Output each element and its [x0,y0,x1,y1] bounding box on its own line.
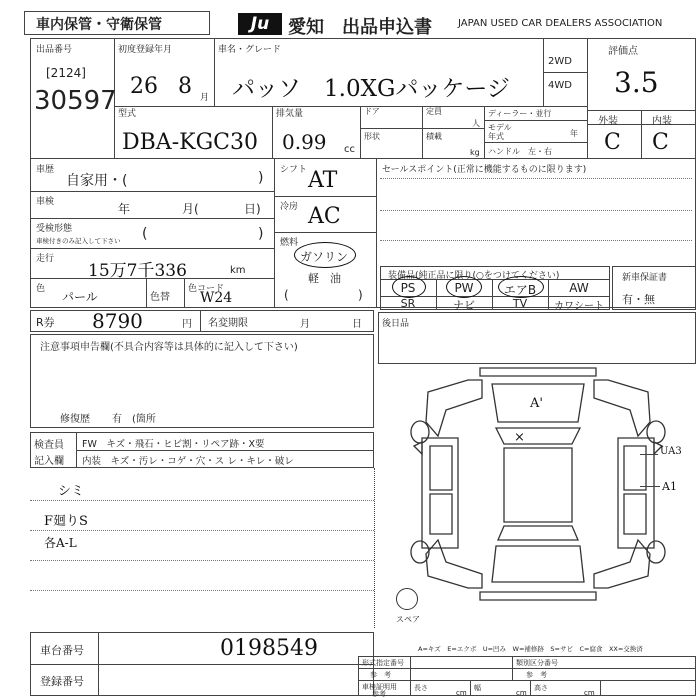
divider [358,680,696,681]
divider [484,106,485,158]
inspector-label-2: 記入欄 [34,456,64,467]
load-unit: kg [470,148,480,157]
rear-right-wheel [647,541,665,563]
aircon-value: AC [308,204,341,229]
front-right-wheel [647,421,665,443]
recycle-label: R券 [36,316,55,329]
handle-label: ハンドル 左・右 [488,147,552,156]
ref-label: 参 考 [370,671,391,679]
equipment-ps-circle [392,276,426,298]
left-rear-door [430,494,452,534]
divider [30,664,374,665]
history-label: 車歴 [36,165,55,175]
accessories-box [378,312,696,364]
received-form-open: ( [142,226,148,242]
inspector-row-2: 内装 キズ・汚レ・コゲ・穴・ス レ・キレ・破レ [82,456,294,467]
divider [76,450,374,451]
name-change-day: 日 [352,319,362,330]
width-label: 幅 [474,684,481,692]
divider [200,310,201,332]
note-line [30,500,374,501]
rating-label: 評価点 [608,46,638,57]
mileage-unit: km [230,265,246,276]
repair-history-value: 有 (箇所 [112,414,156,425]
rear-right-quarter [594,540,650,588]
length-label: 長さ [414,684,428,692]
registration-month: 8 [178,74,192,99]
handwritten-note-2: F廻りS [44,514,88,529]
inspection-year: 年 [118,202,131,216]
name-change-month: 月 [300,319,310,330]
left-mirror [414,442,422,454]
registration-year: 26 [130,74,158,99]
right-front-door [624,446,646,490]
equipment-sr: SR [400,297,416,310]
history-value: 自家用・( [66,173,128,189]
recycle-box [30,310,374,332]
mileage-value: 15万7千336 [88,261,187,281]
divider [422,106,423,158]
exterior-score: C [604,130,621,155]
divider [484,142,587,143]
divider [410,656,411,696]
name-change-label: 名変期限 [208,318,248,329]
divider [30,158,696,159]
model-value: DBA-KGC30 [122,130,258,155]
history-close: ) [258,170,264,186]
color-swap-label: 色替 [150,292,170,303]
front-right-fender [594,380,650,436]
warranty-value: 有・無 [622,293,655,306]
divider [274,196,376,197]
spare-tire-icon [396,588,418,610]
received-form-sub: 車検付きのみ記入して下さい [36,237,121,245]
form-approval-label: 形式指定番号 [362,659,404,667]
storage-label: 車内保管・守衛保管 [36,17,162,33]
door-label: ドア [364,107,380,116]
divider [360,106,361,158]
repair-history-label: 修復歴 [60,414,90,425]
damage-mark-right-2: A1 [662,480,677,493]
ref-label-2: 参 考 [526,671,547,679]
divider [470,680,471,696]
capacity-unit: 人 [472,119,480,128]
lot-number-label: 出品番号 [36,45,73,55]
drive-2wd: 2WD [548,56,572,67]
damage-mark-hood: A' [530,396,543,411]
divider [274,158,275,308]
warranty-label: 新車保証書 [622,273,668,283]
divider [360,128,484,129]
divider [600,680,601,696]
org-name: 愛知 [288,17,324,38]
divider [543,72,587,73]
rear-left-wheel [411,541,429,563]
ref2-label: 参考 [372,690,386,698]
shift-value: AT [308,168,338,193]
recycle-unit: 円 [182,319,192,330]
accessories-label: 後日品 [382,319,410,329]
rear-left-quarter [426,540,482,588]
registration-month-unit: 月 [200,93,210,103]
lot-bracket: [2124] [46,66,86,80]
equipment-airbag: エアB [503,283,537,297]
model-year-label1: モデル [488,123,512,132]
exterior-label: 外装 [598,116,618,127]
divider [587,38,588,158]
recycle-value: 8790 [92,309,143,333]
front-left-fender [426,380,482,436]
car-name-label: 車名・グレード [218,45,282,55]
color-code-label: 色コード [188,284,225,294]
ju-logo: Ju [238,13,282,35]
divider [114,106,587,107]
chassis-label: 車台番号 [40,644,84,657]
displacement-value: 0.99 [282,130,327,154]
received-form-label: 受検形態 [36,224,73,234]
color-code-value: W24 [200,290,233,306]
rating-score: 3.5 [614,66,659,99]
displacement-unit: cc [344,144,355,155]
damage-mark-right-1: UA3 [660,446,682,457]
divider [214,38,215,106]
interior-label: 内装 [652,116,672,127]
front-bumper [480,368,596,376]
divider [358,668,696,669]
shape-label: 形状 [364,132,380,141]
year-unit: 年 [570,129,578,138]
lot-number: 30597 [34,86,117,116]
mileage-label: 走行 [36,254,55,264]
equipment-pw: PW [454,281,474,295]
note-line [30,530,374,531]
inspection-month: 月( [182,202,199,216]
divider [376,158,377,308]
divider [374,468,375,628]
equipment-aw: AW [569,281,589,295]
equipment-pw-circle [446,276,482,298]
length-unit: cm [456,689,467,697]
left-front-door [430,446,452,490]
handwritten-note-3: 各A-L [44,536,77,550]
sales-point-line [380,240,692,241]
inspection-label: 車検 [36,197,55,207]
dealer-label: ディーラー・並行 [488,109,552,118]
note-line [30,590,374,591]
divider [30,248,274,249]
inspection-day: 日) [244,202,261,216]
divider [30,191,274,192]
fuel-open: ( [284,288,289,302]
load-label: 積載 [426,132,442,141]
height-unit: cm [584,689,595,697]
model-label: 型式 [118,109,137,119]
org-english-name: JAPAN USED CAR DEALERS ASSOCIATION [458,18,663,29]
damage-leader-2 [640,486,660,487]
car-name-value: パッソ 1.0XGパッケージ [232,76,510,102]
divider [184,278,185,308]
sales-point-label: セールスポイント(正常に機能するものに限ります) [382,165,587,175]
interior-score: C [652,130,669,155]
equipment-tv: TV [512,297,528,310]
damage-mark-center: × [514,430,525,445]
aircon-label: 冷房 [280,202,299,212]
divider [484,120,587,121]
sales-point-line [380,210,692,211]
cert-label: 車検証明用 [362,683,397,691]
received-form-close: ) [258,226,264,242]
handwritten-note-1: シミ [58,484,85,499]
damage-leader-1 [640,454,658,455]
color-label: 色 [36,284,46,294]
category-label: 類別区分番号 [516,659,558,667]
model-year-label2: 年式 [488,132,504,141]
displacement-label: 排気量 [276,109,304,119]
right-rear-door [624,494,646,534]
color-value: パール [62,290,98,304]
inspector-row-1: FW キズ・飛石・ヒビ割・リペア跡・X要 [82,439,265,450]
equipment-ps: PS [400,281,416,295]
divider [30,218,274,219]
divider [272,106,273,158]
fuel-gasoline-circle [294,242,356,268]
registration-label: 初度登録年月 [118,45,173,55]
divider [530,680,531,696]
fuel-label: 燃料 [280,238,299,248]
spare-label: スペア [396,615,420,624]
divider [274,232,376,233]
divider [146,278,147,308]
document-title: 出品申込書 [342,17,432,38]
fuel-diesel: 軽 油 [308,272,341,285]
note-line [30,560,374,561]
chassis-value: 0198549 [220,636,318,661]
width-unit: cm [516,689,527,697]
sales-point-line [380,178,692,179]
registration-number-label: 登録番号 [40,675,84,688]
rear-bumper [480,592,596,600]
rear-window [498,526,578,540]
fuel-gasoline: ガソリン [300,250,349,264]
divider [641,110,642,158]
capacity-label: 定員 [426,107,442,116]
equipment-airbag-circle [498,276,544,298]
divider [512,656,513,680]
front-left-wheel [411,421,429,443]
equipment-label: 装備品(純正品に限り(○をつけてください) [388,271,560,281]
shift-label: シフト [280,165,308,175]
equipment-leather-seat: カワシート [554,301,604,312]
equipment-navi: ナビ [453,299,475,312]
windshield [496,428,580,444]
drive-4wd: 4WD [548,80,572,91]
damage-legend: A=キズ E=エクボ U=凹み W=補修跡 S=サビ C=腐食 XX=交換済 [418,645,643,653]
notes-label: 注意事項申告欄(不具合内容等は具体的に記入して下さい) [40,342,298,353]
roof [504,448,572,522]
fuel-close: ) [358,288,363,302]
height-label: 高さ [534,684,548,692]
tailgate [492,546,584,582]
inspector-label-1: 検査員 [34,440,64,451]
